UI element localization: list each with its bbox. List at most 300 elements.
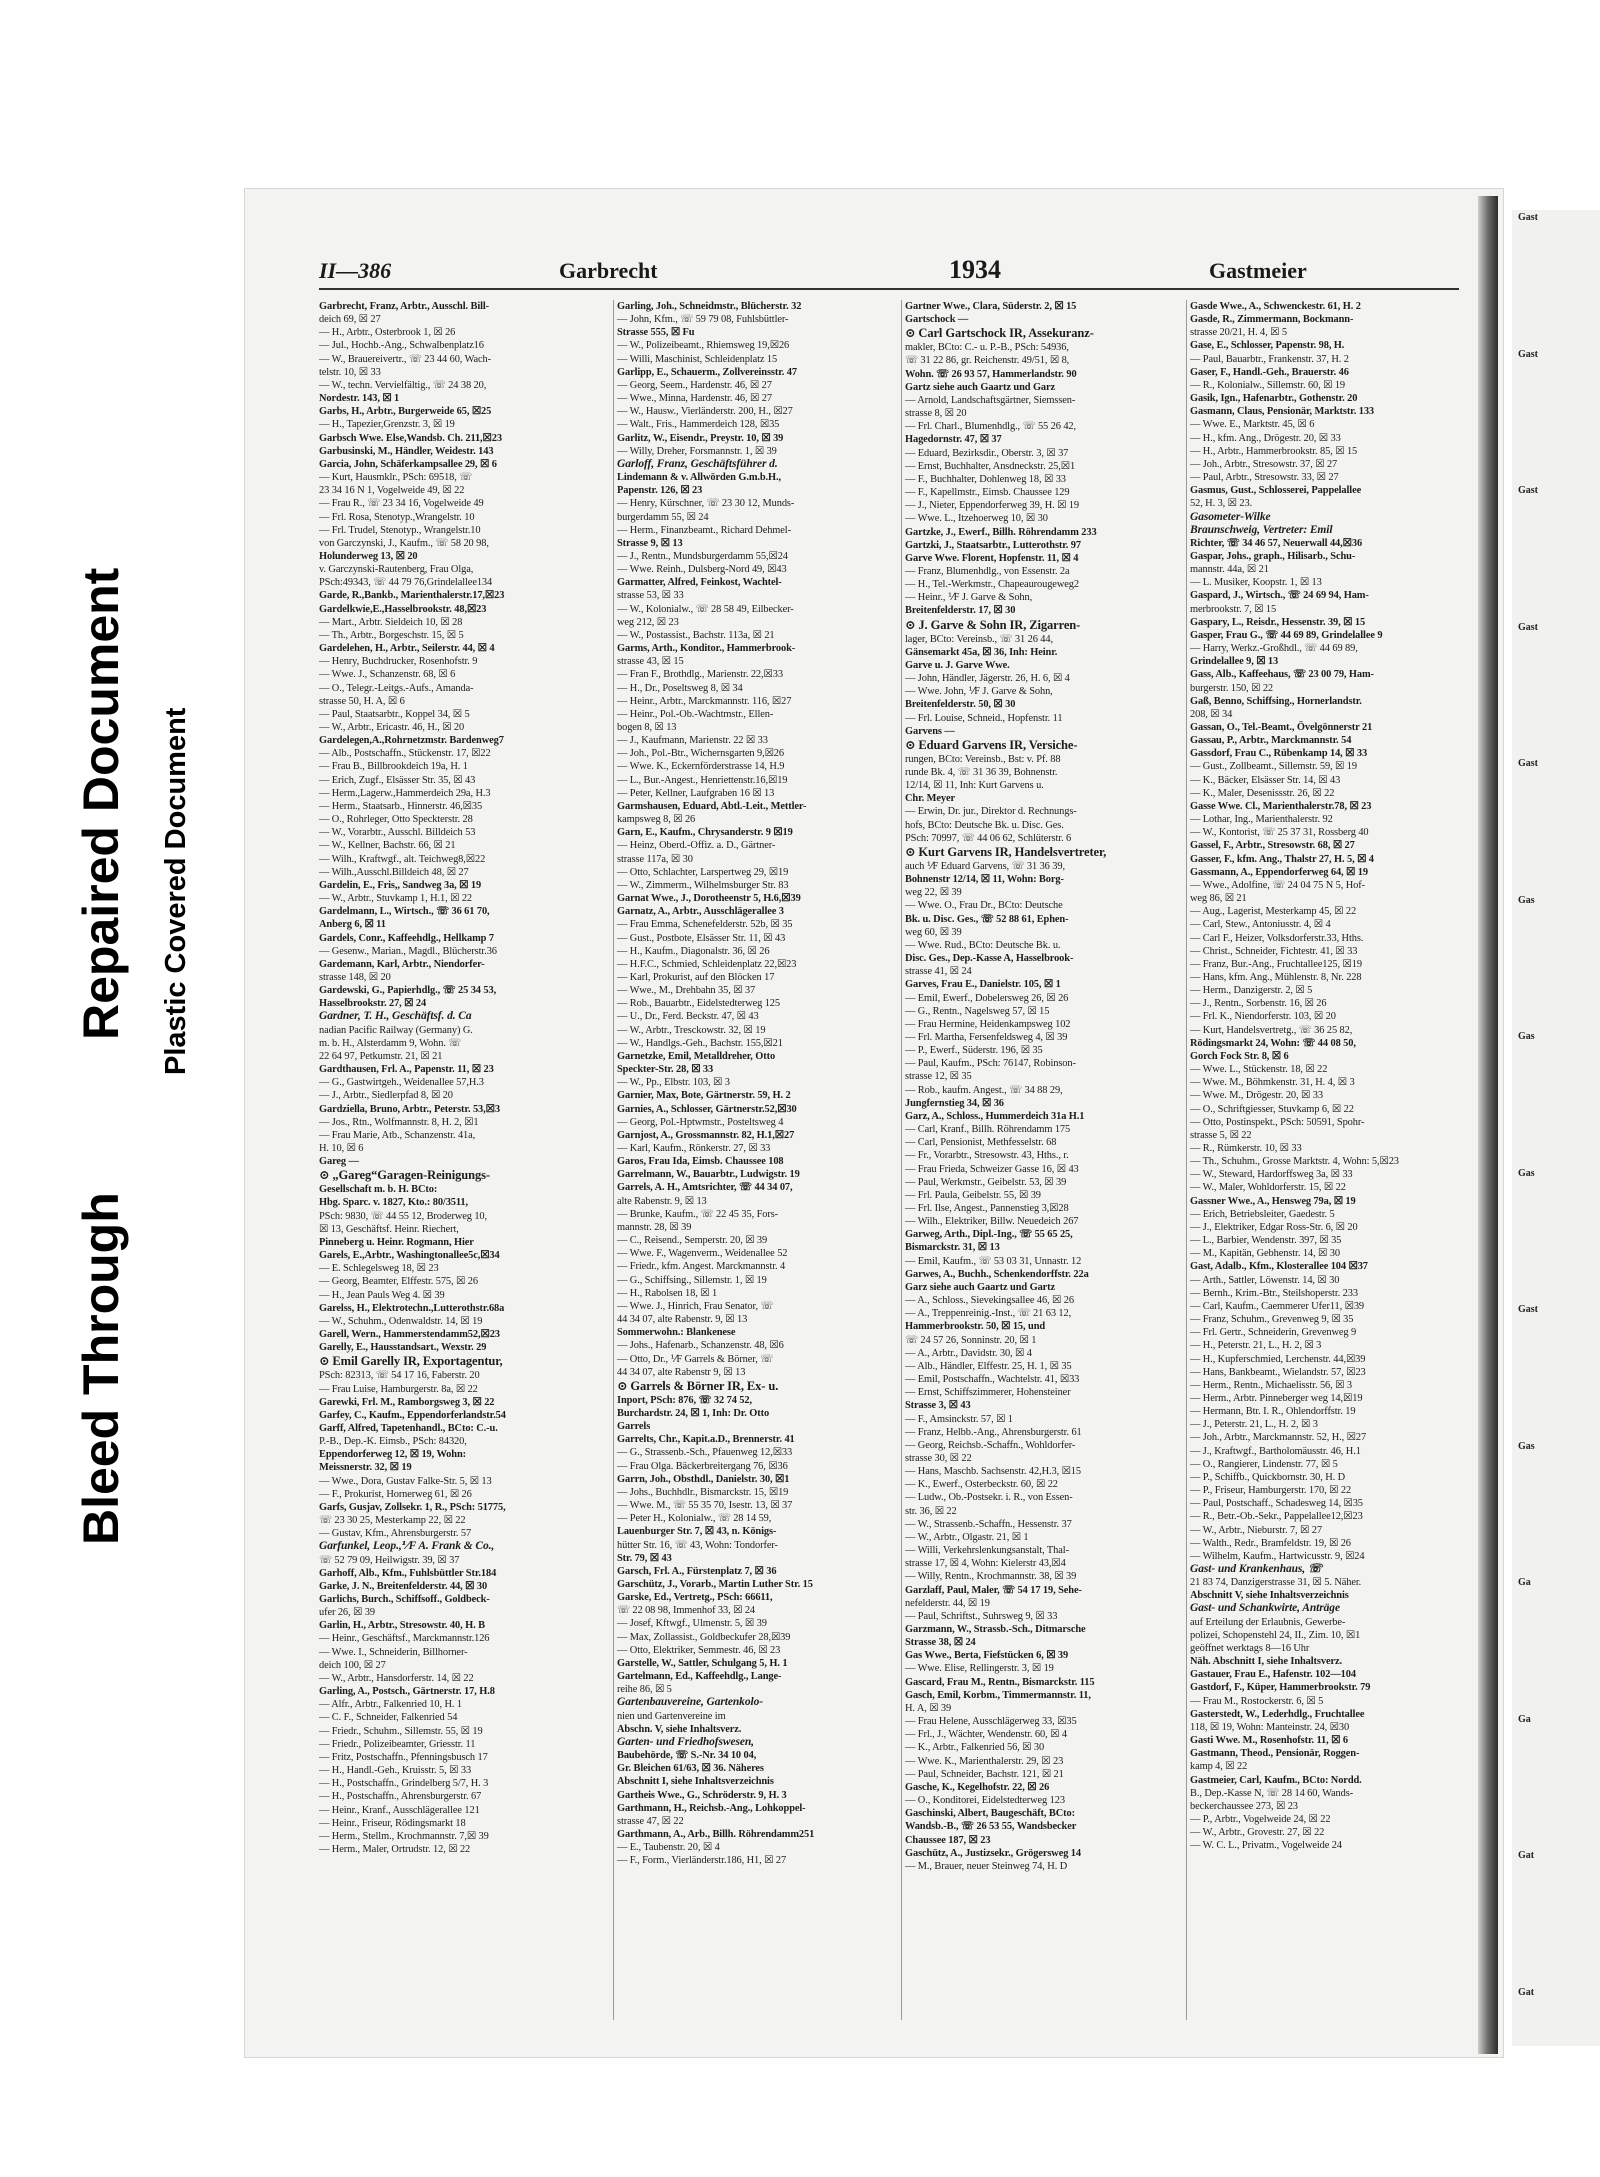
directory-entry-line: — Erich, Zugf., Elsässer Str. 35, ☒ 43 bbox=[319, 774, 476, 786]
directory-entry-line: Burchardstr. 24, ☒ 1, Inh: Dr. Otto bbox=[617, 1407, 770, 1419]
directory-entry-line: Gasde, R., Zimmermann, Bockmann- bbox=[1190, 314, 1354, 326]
directory-entry-line: — J., Kraftwgf., Bartholomäusstr. 46, H.1 bbox=[1190, 1445, 1361, 1457]
directory-entry-line: — W., Arbtr., Tresckowstr. 32, ☒ 19 bbox=[617, 1024, 766, 1036]
header-rule bbox=[319, 288, 1459, 290]
directory-entry-line: — Hans, Maschb. Sachsenstr. 42,H.3, ☒15 bbox=[905, 1466, 1081, 1478]
book-gutter-shadow bbox=[1478, 196, 1498, 2054]
directory-entry-line: Garnatz, A., Arbtr., Ausschlägerallee 3 bbox=[617, 906, 784, 918]
directory-entry-line: Garcia, John, Schäferkampsallee 29, ☒ 6 bbox=[319, 458, 497, 470]
directory-entry-line: — Frau B., Billbrookdeich 19a, H. 1 bbox=[319, 761, 468, 773]
directory-entry-line: Abschnitt I, siehe Inhaltsverzeichnis bbox=[617, 1776, 774, 1788]
directory-entry-line: str. 36, ☒ 22 bbox=[905, 1505, 957, 1517]
directory-entry-line: — Frau Frieda, Schweizer Gasse 16, ☒ 43 bbox=[905, 1163, 1079, 1175]
directory-entry-line: — Wwe. O., Frau Dr., BCto: Deutsche bbox=[905, 900, 1063, 912]
directory-entry-line: runde Bk. 4, ☏ 31 36 39, Bohnenstr. bbox=[905, 767, 1058, 778]
directory-entry-line: — Fritz, Postschaffn., Pfenningsbusch 17 bbox=[319, 1751, 488, 1763]
directory-entry-line: H. 10, ☒ 6 bbox=[319, 1143, 364, 1154]
directory-entry-line: — Christ., Schneider, Fichtestr. 41, ☒ 33 bbox=[1190, 945, 1358, 957]
directory-entry-line: — Heinr., ⅟F J. Garve & Sohn, bbox=[905, 592, 1033, 604]
directory-entry-line: burgerstr. 150, ☒ 22 bbox=[1190, 682, 1274, 694]
directory-entry-line: Gass, Alb., Kaffeehaus, ☏ 23 00 79, Ham- bbox=[1190, 669, 1374, 681]
directory-entry-line: — Wwe., Minna, Hardenstr. 46, ☒ 27 bbox=[617, 393, 772, 405]
directory-entry-line: — Paul, Postschaff., Schadesweg 14, ☒35 bbox=[1190, 1498, 1363, 1510]
adjacent-page-text: Gas bbox=[1518, 1440, 1535, 1452]
directory-entry-line: Gas Wwe., Berta, Fiefstücken 6, ☒ 39 bbox=[905, 1650, 1069, 1662]
directory-entry-line: — Hans, Bankbeamt., Wielandstr. 57, ☒23 bbox=[1190, 1366, 1366, 1378]
directory-entry-line: alte Rabenstr. 9, ☒ 13 bbox=[617, 1195, 707, 1207]
directory-column-4 bbox=[1190, 300, 1484, 2030]
directory-entry-line: Garke, J. N., Breitenfelderstr. 44, ☒ 30 bbox=[319, 1580, 488, 1592]
directory-entry-line: Gassdorf, Frau C., Rübenkamp 14, ☒ 33 bbox=[1190, 748, 1368, 760]
directory-entry-line: — Otto, Schlachter, Larspertweg 29, ☒19 bbox=[617, 866, 789, 878]
directory-entry-line: — Wilh., Kraftwgf., alt. Teichweg8,☒22 bbox=[319, 853, 486, 865]
directory-entry-line: — Th., Arbtr., Borgeschstr. 15, ☒ 5 bbox=[319, 629, 464, 641]
directory-entry-line: — W., Arbtr., Stuvkamp 1, H.1, ☒ 22 bbox=[319, 893, 473, 905]
page-header bbox=[319, 255, 1479, 298]
directory-entry-line: Gasser, F., kfm. Ang., Thalstr 27, H. 5, ☒ 4 bbox=[1190, 853, 1374, 865]
directory-entry-line: — Paul, Arbtr., Stresowstr. 33, ☒ 27 bbox=[1190, 472, 1339, 484]
directory-entry-line: Garrelts, Chr., Kapit.a.D., Brennerstr. 41 bbox=[617, 1434, 795, 1446]
directory-entry-line: — Wwe. E., Marktstr. 45, ☒ 6 bbox=[1190, 419, 1315, 431]
directory-entry-line: Gassmann, A., Eppendorferweg 64, ☒ 19 bbox=[1190, 866, 1368, 878]
directory-entry-line: — H., Kupferschmied, Lerchenstr. 44,☒39 bbox=[1190, 1353, 1366, 1365]
directory-entry-line: — Peter H., Kolonialw., ☏ 28 14 59, bbox=[617, 1513, 772, 1525]
directory-entry-line: — Wwe. K., Eckernförderstrasse 14, H.9 bbox=[617, 761, 785, 773]
directory-entry-line: — W., Vorarbtr., Ausschl. Billdeich 53 bbox=[319, 827, 476, 839]
adjacent-page-fragment bbox=[1512, 210, 1600, 2046]
directory-entry-line: — Walth., Redr., Bramfeldstr. 19, ☒ 26 bbox=[1190, 1537, 1351, 1549]
directory-entry-line: reihe 86, ☒ 5 bbox=[617, 1684, 672, 1696]
directory-entry-line: Gardelkwie,E.,Hasselbrookstr. 48,☒23 bbox=[319, 603, 487, 615]
directory-entry-line: 21 83 74, Danzigerstrasse 31, ☒ 5. Näher. bbox=[1190, 1577, 1362, 1589]
directory-entry-line: — Wwe. John, ⅟F J. Garve & Sohn, bbox=[905, 686, 1053, 698]
directory-entry-line: — Heinr., Geschäftsf., Marckmannstr.126 bbox=[319, 1633, 490, 1645]
directory-entry-line: — Paul, Bauarbtr., Frankenstr. 37, H. 2 bbox=[1190, 353, 1349, 365]
directory-entry-line: — H., kfm. Ang., Drögestr. 20, ☒ 33 bbox=[1190, 432, 1341, 444]
directory-entry-line: weg 60, ☒ 39 bbox=[905, 926, 962, 938]
directory-entry-line: Gasti Wwe. M., Rosenhofstr. 11, ☒ 6 bbox=[1190, 1735, 1348, 1747]
directory-entry-line: — Willy, Rentn., Krochmannstr. 38, ☒ 39 bbox=[905, 1571, 1077, 1583]
directory-entry-line: Gasde Wwe., A., Schwenckestr. 61, H. 2 bbox=[1190, 301, 1361, 312]
directory-entry-line: Gast- und Schankwirte, Anträge bbox=[1190, 1602, 1340, 1615]
directory-entry-line: — Eduard, Bezirksdir., Oberstr. 3, ☒ 37 bbox=[905, 447, 1069, 459]
directory-entry-line: strasse 148, ☒ 20 bbox=[319, 971, 391, 983]
directory-entry-line: — Wwe. L., Stückenstr. 18, ☒ 22 bbox=[1190, 1064, 1328, 1076]
directory-entry-line: Garves, Frau E., Danielstr. 105, ☒ 1 bbox=[905, 979, 1061, 991]
directory-entry-line: — Gesenw., Marian., Magdl., Blücherstr.36 bbox=[319, 945, 497, 957]
directory-entry-line: — J., Rentn., Sorbenstr. 16, ☒ 26 bbox=[1190, 998, 1327, 1010]
adjacent-page-text: Gat bbox=[1518, 1986, 1535, 1998]
directory-entry-line: — H.F.C., Schmied, Schleidenplatz 22,☒23 bbox=[617, 958, 797, 970]
directory-entry-line: — Wwe. L., Itzehoerweg 10, ☒ 30 bbox=[905, 513, 1048, 525]
directory-entry-line: Chaussee 187, ☒ 23 bbox=[905, 1834, 991, 1846]
directory-entry-line: — Otto, Postinspekt., PSch: 50591, Spohr- bbox=[1190, 1116, 1365, 1128]
directory-entry-line: — M., Kapitän, Gebhenstr. 14, ☒ 30 bbox=[1190, 1248, 1340, 1260]
directory-entry-line: — F., Buchhalter, Dohlenweg 18, ☒ 33 bbox=[905, 473, 1066, 485]
directory-entry-line: — Herm., Staatsarb., Hinnerstr. 46,☒35 bbox=[319, 800, 483, 812]
directory-entry-line: Garrn, Joh., Obsthdl., Danielstr. 30, ☒1 bbox=[617, 1473, 790, 1485]
directory-entry-line: — Frl. Paula, Geibelstr. 55, ☒ 39 bbox=[905, 1189, 1041, 1201]
adjacent-page-text: Ga bbox=[1518, 1577, 1531, 1588]
directory-entry-line: Garzmann, W., Strassb.-Sch., Ditmarsche bbox=[905, 1624, 1086, 1635]
directory-entry-line: weg 86, ☒ 21 bbox=[1190, 893, 1247, 905]
directory-entry-line: ufer 26, ☒ 39 bbox=[319, 1607, 375, 1619]
directory-entry-line: Garms, Arth., Konditor., Hammerbrook- bbox=[617, 643, 796, 655]
directory-entry-line: — H., Arbtr., Osterbrook 1, ☒ 26 bbox=[319, 327, 456, 339]
directory-entry-line: — Erwin, Dr. jur., Direktor d. Rechnungs- bbox=[905, 806, 1077, 818]
directory-entry-line: — Franz, Bur.-Ang., Fruchtallee125, ☒19 bbox=[1190, 958, 1362, 970]
directory-entry-line: Gardelin, E., Fris,, Sandweg 3a, ☒ 19 bbox=[319, 879, 482, 891]
directory-entry-line: — Herm., Rentn., Michaelisstr. 56, ☒ 3 bbox=[1190, 1379, 1352, 1391]
directory-entry-line: Inport, PSch: 876, ☏ 32 74 52, bbox=[617, 1394, 752, 1406]
directory-entry-line: — Johs., Buchhdlr., Bismarckstr. 15, ☒19 bbox=[617, 1486, 789, 1498]
directory-entry-line: — Wwe. J., Hinrich, Frau Senator, ☏ bbox=[617, 1300, 774, 1312]
directory-entry-line: Gorch Fock Str. 8, ☒ 6 bbox=[1190, 1050, 1289, 1062]
directory-entry-line: — O., Rohrleger, Otto Speckterstr. 28 bbox=[319, 814, 473, 826]
directory-entry-line: Garschütz, J., Vorarb., Martin Luther Str. 15 bbox=[617, 1579, 813, 1590]
directory-entry-line: — Emil, Ewerf., Dobelersweg 26, ☒ 26 bbox=[905, 992, 1069, 1004]
directory-entry-line: Gänsemarkt 45a, ☒ 36, Inh: Heinr. bbox=[905, 646, 1058, 658]
directory-entry-line: strasse 5, ☒ 22 bbox=[1190, 1129, 1252, 1141]
directory-entry-line: — W., Pp., Elbstr. 103, ☒ 3 bbox=[617, 1077, 730, 1089]
directory-entry-line: Garweg, Arth., Dipl.-Ing., ☏ 55 65 25, bbox=[905, 1229, 1073, 1241]
directory-entry-line: — Georg, Beamter, Elffestr. 575, ☒ 26 bbox=[319, 1276, 478, 1288]
directory-entry-line: Gardelmann, L., Wirtsch., ☏ 36 61 70, bbox=[319, 906, 490, 918]
directory-entry-line: — H., Rabolsen 18, ☒ 1 bbox=[617, 1287, 718, 1299]
directory-entry-line: — Franz, Helbb.-Ang., Ahrensburgerstr. 61 bbox=[905, 1426, 1082, 1438]
directory-entry-line: — Frl. Louise, Schneid., Hopfenstr. 11 bbox=[905, 712, 1063, 724]
directory-entry-line: Garz, A., Schloss., Hummerdeich 31a H.1 bbox=[905, 1110, 1085, 1122]
directory-entry-line: weg 212, ☒ 23 bbox=[617, 616, 679, 628]
directory-entry-line: — Karl, Kaufm., Rönkerstr. 27, ☒ 33 bbox=[617, 1143, 771, 1154]
directory-entry-line: — P., Ewerf., Süderstr. 196, ☒ 35 bbox=[905, 1045, 1043, 1057]
directory-entry-line: PSch: 70997, ☏ 44 06 62, Schlüterstr. 6 bbox=[905, 832, 1072, 844]
header-year: 1934 bbox=[949, 255, 1001, 284]
directory-entry-line: makler, BCto: C.- u. P.-B., PSch: 54936, bbox=[905, 342, 1069, 354]
directory-entry-line: — Willi, Verkehrslenkungsanstalt, Thal- bbox=[905, 1545, 1069, 1557]
directory-entry-line: — Carl, Pensionist, Methfesselstr. 68 bbox=[905, 1137, 1057, 1149]
directory-entry-line: Bk. u. Disc. Ges., ☏ 52 88 61, Ephen- bbox=[905, 913, 1069, 925]
directory-entry-line: — Wwe. M., Böhmkenstr. 31, H. 4, ☒ 3 bbox=[1190, 1077, 1355, 1089]
directory-entry-line: Gartschock — bbox=[905, 314, 969, 326]
column-divider bbox=[613, 300, 614, 2020]
directory-entry-line: Strasse 3, ☒ 43 bbox=[905, 1400, 971, 1412]
directory-entry-line: deich 69, ☒ 27 bbox=[319, 314, 381, 326]
directory-entry-line: Garn, E., Kaufm., Chrysanderstr. 9 ☒19 bbox=[617, 827, 793, 839]
scanned-directory-page bbox=[244, 188, 1504, 2058]
directory-entry-line: Gastauer, Frau E., Hafenstr. 102—104 bbox=[1190, 1669, 1356, 1681]
directory-entry-line: strasse 8, ☒ 20 bbox=[905, 408, 967, 420]
directory-entry-line: — Willi, Maschinist, Schleidenplatz 15 bbox=[617, 353, 778, 365]
directory-entry-line: kamp 4, ☒ 22 bbox=[1190, 1761, 1248, 1773]
directory-entry-line: Gasse Wwe. Cl., Marienthalerstr.78, ☒ 23 bbox=[1190, 800, 1372, 812]
directory-entry-line: — W., Polizeibeamt., Rhiemsweg 19,☒26 bbox=[617, 340, 790, 352]
annotation-plastic-covered: Plastic Covered Document bbox=[160, 707, 192, 1075]
directory-entry-line: strasse 20/21, H. 4, ☒ 5 bbox=[1190, 327, 1287, 339]
directory-entry-line: — H., Arbtr., Hammerbrookstr. 85, ☒ 15 bbox=[1190, 445, 1358, 457]
directory-entry-line: Nordestr. 143, ☒ 1 bbox=[319, 393, 400, 405]
directory-entry-line: Gartz siehe auch Gaartz und Garz bbox=[905, 381, 1056, 393]
directory-entry-line: Wandsb.-B., ☏ 26 53 55, Wandsbecker bbox=[905, 1821, 1077, 1833]
directory-entry-line: — O., Telegr.-Leitgs.-Aufs., Amanda- bbox=[319, 682, 474, 694]
directory-entry-line: Gastmeier, Carl, Kaufm., BCto: Nordd. bbox=[1190, 1774, 1362, 1786]
directory-entry-line: — Paul, Schriftst., Suhrsweg 9, ☒ 33 bbox=[905, 1610, 1058, 1622]
directory-entry-line: — W., techn. Vervielfältig., ☏ 24 38 20, bbox=[319, 379, 487, 391]
directory-entry-line: ⊙ „Gareg“Garagen-Reinigungs- bbox=[319, 1168, 490, 1183]
directory-entry-line: — Franz, Schuhm., Grevenweg 9, ☒ 35 bbox=[1190, 1314, 1354, 1326]
directory-entry-line: Abschn. V, siehe Inhaltsverz. bbox=[617, 1723, 742, 1735]
directory-entry-line: Gascard, Frau M., Rentn., Bismarckstr. 115 bbox=[905, 1676, 1095, 1688]
directory-entry-line: — E., Taubenstr. 20, ☒ 4 bbox=[617, 1842, 720, 1854]
directory-entry-line: Breitenfelderstr. 17, ☒ 30 bbox=[905, 605, 1016, 617]
directory-entry-line: — Herm., Finanzbeamt., Richard Dehmel- bbox=[617, 524, 791, 536]
directory-entry-line: — H., Postschaffn., Grindelberg 5/7, H. 3 bbox=[319, 1778, 489, 1790]
directory-entry-line: — W., Brauereivertr., ☏ 23 44 60, Wach- bbox=[319, 353, 491, 365]
directory-entry-line: Garlin, H., Arbtr., Stresowstr. 40, H. B bbox=[319, 1620, 485, 1632]
header-first-entry: Garbrecht bbox=[559, 258, 658, 283]
directory-entry-line: — Willy, Dreher, Forsmannstr. 1, ☒ 39 bbox=[617, 445, 777, 457]
directory-entry-line: — L., Barbier, Wendenstr. 397, ☒ 35 bbox=[1190, 1235, 1342, 1247]
directory-entry-line: — Frau Olga. Bäckerbreitergang 76, ☒36 bbox=[617, 1460, 788, 1472]
directory-entry-line: Garlitz, W., Eisendr., Preystr. 10, ☒ 39 bbox=[617, 432, 784, 444]
directory-entry-line: auf Erteilung der Erlaubnis, Gewerbe- bbox=[1190, 1616, 1346, 1628]
directory-entry-line: — Wilhelm, Kaufm., Hartwicusstr. 9, ☒24 bbox=[1190, 1550, 1365, 1562]
directory-entry-line: — Friedr., kfm. Angest. Marckmannstr. 4 bbox=[617, 1261, 786, 1273]
directory-entry-line: — Frl. Trudel, Stenotyp., Wrangelstr.10 bbox=[319, 524, 481, 536]
directory-entry-line: — O., Schriftgiesser, Stuvkamp 6, ☒ 22 bbox=[1190, 1103, 1354, 1115]
directory-entry-line: — Friedr., Schuhm., Sillemstr. 55, ☒ 19 bbox=[319, 1725, 483, 1737]
directory-entry-line: mannstr. 28, ☒ 39 bbox=[617, 1221, 692, 1233]
directory-entry-line: Garelly, E., Hausstandsart., Wexstr. 29 bbox=[319, 1342, 487, 1354]
directory-entry-line: — Wilh., Elektriker, Billw. Neuedeich 267 bbox=[905, 1216, 1079, 1228]
directory-entry-line: — Wwe. Elise, Rellingerstr. 3, ☒ 19 bbox=[905, 1663, 1054, 1675]
directory-entry-line: Garnies, A., Schlosser, Gärtnerstr.52,☒30 bbox=[617, 1103, 797, 1115]
directory-entry-line: — W. C. L., Privatm., Vogelweide 24 bbox=[1190, 1840, 1342, 1852]
directory-entry-line: Garling, Joh., Schneidmstr., Blücherstr. 32 bbox=[617, 301, 802, 312]
directory-entry-line: — Kurt, Hausmklr., PSch: 69518, ☏ bbox=[319, 472, 473, 484]
directory-entry-line: mannstr. 44a, ☒ 21 bbox=[1190, 564, 1269, 576]
directory-entry-line: Richter, ☏ 34 46 57, Neuerwall 44,☒36 bbox=[1190, 537, 1363, 549]
directory-entry-line: Gardelegen,A.,Rohrnetzmstr. Bardenweg7 bbox=[319, 735, 504, 747]
directory-entry-line: Chr. Meyer bbox=[905, 793, 955, 805]
directory-entry-line: Bismarckstr. 31, ☒ 13 bbox=[905, 1242, 1000, 1254]
directory-entry-line: Garbs, H., Arbtr., Burgerweide 65, ☒25 bbox=[319, 406, 492, 418]
directory-entry-line: strasse 43, ☒ 15 bbox=[617, 656, 684, 668]
directory-entry-line: Garrels, A. H., Amtsrichter, ☏ 44 34 07, bbox=[617, 1182, 793, 1194]
directory-entry-line: Meissnerstr. 32, ☒ 19 bbox=[319, 1462, 412, 1474]
directory-entry-line: ⊙ Carl Gartschock IR, Assekuranz- bbox=[905, 326, 1094, 341]
directory-entry-line: — K., Bäcker, Elsässer Str. 14, ☒ 43 bbox=[1190, 774, 1341, 786]
directory-entry-line: Garve Wwe. Florent, Hopfenstr. 11, ☒ 4 bbox=[905, 552, 1079, 564]
adjacent-page-text: Gas bbox=[1518, 1031, 1535, 1042]
directory-entry-line: Garzlaff, Paul, Maler, ☏ 54 17 19, Sehe- bbox=[905, 1584, 1082, 1596]
directory-entry-line: — Herm., Stellm., Krochmannstr. 7,☒ 39 bbox=[319, 1830, 489, 1842]
directory-entry-line: — Ernst, Buchhalter, Ansdneckstr. 25,☒1 bbox=[905, 460, 1076, 472]
directory-entry-line: nadian Pacific Railway (Germany) G. bbox=[319, 1024, 473, 1036]
directory-entry-line: telstr. 10, ☒ 33 bbox=[319, 366, 381, 378]
adjacent-page-text: Gast bbox=[1518, 621, 1538, 633]
directory-entry-line: — J., Elektriker, Edgar Ross-Str. 6, ☒ 20 bbox=[1190, 1221, 1358, 1233]
directory-entry-line: Garlichs, Burch., Schiffsoff., Goldbeck- bbox=[319, 1594, 490, 1605]
directory-entry-line: — Wwe. J., Schanzenstr. 68, ☒ 6 bbox=[319, 669, 456, 681]
directory-entry-line: lager, BCto: Vereinsb., ☏ 31 26 44, bbox=[905, 633, 1053, 645]
directory-entry-line: hütter Str. 16, ☏ 43, Wohn: Tondorfer- bbox=[617, 1539, 778, 1551]
directory-entry-line: Strasse 9, ☒ 13 bbox=[617, 537, 683, 549]
directory-entry-line: — Paul, Kaufm., PSch: 76147, Robinson- bbox=[905, 1058, 1076, 1070]
directory-entry-line: — W., Arbtr., Ericastr. 46, H., ☒ 20 bbox=[319, 722, 465, 733]
directory-entry-line: Gardewski, G., Papierhdlg., ☏ 25 34 53, bbox=[319, 985, 497, 997]
directory-entry-line: — Frau Marie, Atb., Schanzenstr. 41a, bbox=[319, 1129, 476, 1141]
annotation-repaired-document: Repaired Document bbox=[73, 567, 129, 1040]
directory-entry-line: — J., Peterstr. 21, L., H. 2, ☒ 3 bbox=[1190, 1419, 1318, 1431]
directory-entry-line: Gassel, F., Arbtr., Stresowstr. 68, ☒ 27 bbox=[1190, 840, 1355, 852]
directory-entry-line: kampsweg 8, ☒ 26 bbox=[617, 814, 696, 826]
directory-entry-line: — H., Peterstr. 21, L., H. 2, ☒ 3 bbox=[1190, 1340, 1322, 1352]
directory-entry-line: v. Garczynski-Rautenberg, Frau Olga, bbox=[319, 564, 474, 576]
directory-entry-line: — Gust., Postbote, Elsässer Str. 11, ☒ 43 bbox=[617, 932, 786, 944]
directory-entry-line: — H., Tapezier,Grenzstr. 3, ☒ 19 bbox=[319, 419, 455, 431]
directory-entry-line: Garbsch Wwe. Else,Wandsb. Ch. 211,☒23 bbox=[319, 432, 502, 444]
directory-entry-line: — Walt., Fris., Hammerdeich 128, ☒35 bbox=[617, 419, 780, 431]
directory-entry-line: — Emil, Postschaffn., Wachtelstr. 41, ☒33 bbox=[905, 1374, 1080, 1386]
directory-entry-line: Lauenburger Str. 7, ☒ 43, n. Königs- bbox=[617, 1526, 777, 1538]
directory-entry-line: Gaser, F., Handl.-Geh., Brauerstr. 46 bbox=[1190, 366, 1349, 378]
directory-entry-line: strasse 30, ☒ 22 bbox=[905, 1452, 972, 1464]
directory-entry-line: strasse 17, ☒ 4, Wohn: Kielerstr 43,☒4 bbox=[905, 1558, 1066, 1570]
directory-entry-line: beckerchaussee 273, ☒ 23 bbox=[1190, 1800, 1298, 1812]
directory-entry-line: — W., Strassenb.-Schaffn., Hessenstr. 37 bbox=[905, 1518, 1072, 1530]
adjacent-page-text: Gat bbox=[1518, 1850, 1535, 1861]
directory-entry-line: — P., Friseur, Hamburgerstr. 170, ☒ 22 bbox=[1190, 1485, 1352, 1497]
directory-entry-line: Garthmann, A., Arb., Billh. Röhrendamm251 bbox=[617, 1828, 815, 1840]
directory-entry-line: Garlipp, E., Schauerm., Zollvereinsstr. 47 bbox=[617, 366, 797, 378]
directory-entry-line: — Frau M., Rostockerstr. 6, ☒ 5 bbox=[1190, 1695, 1324, 1707]
directory-entry-line: — Frau Luise, Hamburgerstr. 8a, ☒ 22 bbox=[319, 1383, 478, 1395]
directory-entry-line: hofs, BCto: Deutsche Bk. u. Disc. Ges. bbox=[905, 819, 1064, 831]
directory-entry-line: Gartzke, J., Ewerf., Billh. Röhrendamm 233 bbox=[905, 526, 1097, 538]
directory-entry-line: auch ⅟F Eduard Garvens, ☏ 31 36 39, bbox=[905, 860, 1065, 872]
directory-entry-line: Garstelle, W., Sattler, Schulgang 5, H. 1 bbox=[617, 1657, 788, 1669]
directory-entry-line: — K., Maler, Desenissstr. 26, ☒ 22 bbox=[1190, 787, 1335, 799]
directory-entry-line: — R., Kolonialw., Sillemstr. 60, ☒ 19 bbox=[1190, 379, 1346, 391]
directory-entry-line: — Frl. Rosa, Stenotyp.,Wrangelstr. 10 bbox=[319, 511, 475, 523]
directory-entry-line: strasse 53, ☒ 33 bbox=[617, 590, 684, 602]
directory-entry-line: Garell, Wern., Hammerstendamm52,☒23 bbox=[319, 1329, 500, 1341]
directory-entry-line: — Rob., Bauarbtr., Eidelstedterweg 125 bbox=[617, 998, 780, 1010]
directory-entry-line: — P., Arbtr., Vogelweide 24, ☒ 22 bbox=[1190, 1813, 1331, 1825]
directory-entry-line: — Rob., kaufm. Angest., ☏ 34 88 29, bbox=[905, 1084, 1063, 1096]
directory-entry-line: — W., Schuhm., Odenwaldstr. 14, ☒ 19 bbox=[319, 1315, 483, 1327]
directory-entry-line: Garde, R.,Bankb., Marienthalerstr.17,☒23 bbox=[319, 590, 505, 602]
directory-entry-line: — F., Amsinckstr. 57, ☒ 1 bbox=[905, 1413, 1013, 1425]
directory-entry-line: — Frl. Charl., Blumenhdlg., ☏ 55 26 42, bbox=[905, 421, 1077, 433]
directory-entry-line: — W., Zimmerm., Wilhelmsburger Str. 83 bbox=[617, 879, 789, 891]
directory-entry-line: — Herm., Arbtr. Pinneberger weg 14,☒19 bbox=[1190, 1392, 1363, 1404]
directory-entry-line: — Wwe. Reinh., Dulsberg-Nord 49, ☒43 bbox=[617, 564, 787, 576]
directory-entry-line: von Garczynski, J., Kaufm., ☏ 58 20 98, bbox=[319, 537, 489, 549]
adjacent-page-text: Gast bbox=[1518, 485, 1538, 496]
directory-entry-line: Gaschütz, A., Justizsekr., Grögersweg 14 bbox=[905, 1847, 1081, 1859]
directory-entry-line: — Franz, Blumenhdlg., von Essenstr. 2a bbox=[905, 565, 1070, 577]
directory-entry-line: Garmshausen, Eduard, Abtl.-Leit., Mettler- bbox=[617, 800, 807, 812]
directory-entry-line: — J., Arbtr., Siedlerpfad 8, ☒ 20 bbox=[319, 1090, 453, 1102]
directory-entry-line: Gasik, Ign., Hafenarbtr., Gothenstr. 20 bbox=[1190, 393, 1358, 405]
directory-entry-line: — Henry, Kürschner, ☏ 23 30 12, Munds- bbox=[617, 498, 795, 510]
directory-entry-line: B., Dep.-Kasse N, ☏ 28 14 60, Wands- bbox=[1190, 1787, 1354, 1799]
directory-entry-line: — Henry, Buchdrucker, Rosenhofstr. 9 bbox=[319, 656, 478, 668]
directory-entry-line: Gardels, Conr., Kaffeehdlg., Hellkamp 7 bbox=[319, 932, 494, 944]
directory-entry-line: — Bernh., Krim.-Btr., Steilshoperstr. 233 bbox=[1190, 1287, 1358, 1299]
directory-entry-line: Garten- und Friedhofswesen, bbox=[617, 1735, 754, 1748]
directory-entry-line: Garwes, A., Buchh., Schenkendorffstr. 22a bbox=[905, 1268, 1089, 1280]
directory-entry-line: Gasmann, Claus, Pensionär, Marktstr. 133 bbox=[1190, 406, 1375, 418]
directory-entry-line: Hagedornstr. 47, ☒ 37 bbox=[905, 434, 1002, 446]
directory-entry-line: Braunschweig, Vertreter: Emil bbox=[1190, 523, 1333, 536]
directory-entry-line: strasse 50, H. A, ☒ 6 bbox=[319, 695, 405, 707]
directory-entry-line: Anberg 6, ☒ 11 bbox=[319, 919, 386, 931]
directory-entry-line: Gasterstedt, W., Lederhdlg., Fruchtallee bbox=[1190, 1708, 1365, 1720]
directory-entry-line: 44 34 07, alte Rabenstr. 9, ☒ 13 bbox=[617, 1314, 748, 1326]
directory-entry-line: — G., Gastwirtgeh., Weidenallee 57,H.3 bbox=[319, 1077, 484, 1089]
directory-entry-line: — Georg, Pol.-Hptwmstr., Posteltsweg 4 bbox=[617, 1116, 784, 1128]
directory-entry-line: Garfey, C., Kaufm., Eppendorferlandstr.54 bbox=[319, 1409, 506, 1421]
directory-entry-line: — Jos., Rtn., Wolfmannstr. 8, H. 2, ☒1 bbox=[319, 1116, 479, 1128]
directory-entry-line: — Frl. Martha, Fersenfeldsweg 4, ☒ 39 bbox=[905, 1031, 1068, 1043]
directory-entry-line: Gartner Wwe., Clara, Süderstr. 2, ☒ 15 bbox=[905, 301, 1077, 312]
directory-entry-line: Hasselbrookstr. 27, ☒ 24 bbox=[319, 998, 427, 1010]
directory-entry-line: Garnetzke, Emil, Metalldreher, Otto bbox=[617, 1050, 776, 1062]
directory-entry-line: Garfunkel, Leop.,⅟F A. Frank & Co., bbox=[319, 1540, 495, 1553]
directory-entry-line: — Fran F., Brothdlg., Marienstr. 22,☒33 bbox=[617, 669, 783, 681]
directory-entry-line: rungen, BCto: Vereinsb., Bst: v. Pf. 88 bbox=[905, 753, 1061, 765]
directory-entry-line: — Lothar, Ing., Marienthalerstr. 92 bbox=[1190, 814, 1333, 826]
directory-entry-line: — Joh., Arbtr., Marckmannstr. 52, H., ☒27 bbox=[1190, 1432, 1367, 1444]
directory-entry-line: ⊙ Emil Garelly IR, Exportagentur, bbox=[319, 1354, 503, 1369]
directory-entry-line: — John, Händler, Jägerstr. 26, H. 6, ☒ 4 bbox=[905, 673, 1070, 685]
directory-column-2 bbox=[617, 300, 909, 2030]
directory-entry-line: — E. Schlegelsweg 18, ☒ 23 bbox=[319, 1263, 439, 1275]
directory-entry-line: — J., Kaufmann, Marienstr. 22 ☒ 33 bbox=[617, 735, 768, 747]
directory-entry-line: Gassau, P., Arbtr., Marckmannstr. 54 bbox=[1190, 735, 1352, 747]
directory-entry-line: — R., Betr.-Ob.-Sekr., Pappelallee12,☒23 bbox=[1190, 1511, 1363, 1523]
directory-entry-line: Gasper, Frau G., ☏ 44 69 89, Grindelallee 9 bbox=[1190, 629, 1383, 641]
directory-entry-line: — Alb., Postschaffn., Stückenstr. 17, ☒22 bbox=[319, 748, 491, 760]
adjacent-page-text: Gas bbox=[1518, 1167, 1535, 1179]
directory-entry-line: Strasse 38, ☒ 24 bbox=[905, 1637, 976, 1649]
directory-entry-line: — W., Arbtr., Nieburstr. 7, ☒ 27 bbox=[1190, 1524, 1322, 1536]
adjacent-page-text: Gast bbox=[1518, 1304, 1538, 1315]
directory-entry-line: — Herm.,Lagerw.,Hammerdeich 29a, H.3 bbox=[319, 787, 491, 799]
directory-entry-line: Baubehörde, ☏ S.-Nr. 34 10 04, bbox=[617, 1750, 757, 1762]
directory-entry-line: — Paul, Schneider, Bachstr. 121, ☒ 21 bbox=[905, 1768, 1064, 1780]
directory-entry-line: — Otto, Dr., ⅟F Garrels & Börner, ☏ bbox=[617, 1353, 774, 1365]
directory-entry-line: Gartelmann, Ed., Kaffeehdlg., Lange- bbox=[617, 1671, 782, 1683]
directory-entry-line: — Hermann, Btr. I. R., Ohlendorffstr. 19 bbox=[1190, 1406, 1356, 1418]
directory-entry-line: — Brunke, Kaufm., ☏ 22 45 35, Fors- bbox=[617, 1208, 779, 1220]
directory-entry-line: — Wwe. I., Schneiderin, Billhorner- bbox=[319, 1646, 468, 1658]
directory-entry-line: — Harry, Werkz.-Großhdl., ☏ 44 69 89, bbox=[1190, 643, 1358, 655]
directory-entry-line: — Heinz, Oberd.-Offiz. a. D., Gärtner- bbox=[617, 840, 776, 852]
directory-entry-line: — Johs., Hafenarb., Schanzenstr. 48, ☒6 bbox=[617, 1340, 784, 1352]
directory-entry-line: — Alb., Händler, Elffestr. 25, H. 1, ☒ 35 bbox=[905, 1360, 1072, 1372]
directory-entry-line: Gardthausen, Frl. A., Papenstr. 11, ☒ 23 bbox=[319, 1064, 494, 1076]
directory-entry-line: strasse 12, ☒ 35 bbox=[905, 1071, 972, 1083]
directory-entry-line: nien und Gartenvereine im bbox=[617, 1710, 726, 1722]
directory-entry-line: PSch: 9830, ☏ 44 55 12, Broderweg 10, bbox=[319, 1210, 488, 1222]
directory-entry-line: PSch: 82313, ☏ 54 17 16, Faberstr. 20 bbox=[319, 1370, 480, 1382]
directory-entry-line: Gardemann, Karl, Arbtr., Niendorfer- bbox=[319, 958, 485, 970]
directory-entry-line: merbrookstr. 7, ☒ 15 bbox=[1190, 603, 1277, 615]
